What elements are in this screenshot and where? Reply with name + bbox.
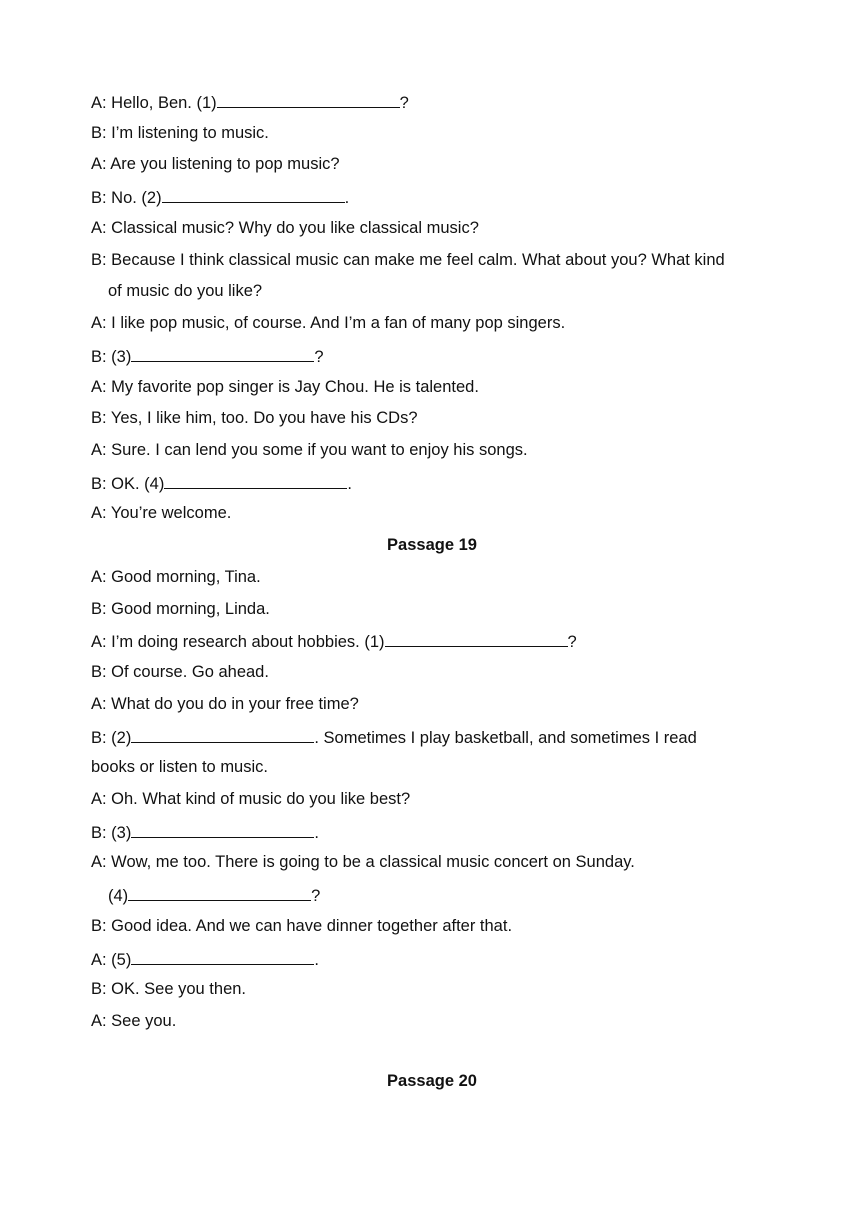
dialogue-line: A: You’re welcome. <box>91 504 232 522</box>
dialogue-line-continued: books or listen to music. <box>91 758 268 776</box>
dialogue-line: A: Wow, me too. There is going to be a classical music concert on Sunday. <box>91 853 635 871</box>
answer-blank[interactable] <box>385 630 568 647</box>
dialogue-line: A: (5) . <box>91 948 781 970</box>
dialogue-line: A: I like pop music, of course. And I’m a fan of many pop singers. <box>91 314 566 332</box>
dialogue-line: B: OK. (4) . <box>91 472 781 494</box>
dialogue-line: B: Good morning, Linda. <box>91 600 270 618</box>
passage-19-title: Passage 19 <box>387 536 477 554</box>
dialogue-line-continued: of music do you like? <box>108 282 263 300</box>
dialogue-line: B: No. (2) . <box>91 186 781 208</box>
answer-blank[interactable] <box>128 884 311 901</box>
answer-blank[interactable] <box>131 948 314 965</box>
dialogue-line: A: Oh. What kind of music do you like best? <box>91 790 411 808</box>
passage-20-title: Passage 20 <box>387 1072 477 1090</box>
answer-blank[interactable] <box>164 472 347 489</box>
dialogue-line: A: Are you listening to pop music? <box>91 155 340 173</box>
dialogue-line: B: Of course. Go ahead. <box>91 663 269 681</box>
dialogue-line: A: I’m doing research about hobbies. (1) ? <box>91 630 781 652</box>
dialogue-line: B: I’m listening to music. <box>91 124 269 142</box>
answer-blank[interactable] <box>131 726 314 743</box>
dialogue-line: A: Hello, Ben. (1) ? <box>91 91 781 113</box>
dialogue-line: A: Sure. I can lend you some if you want to enjoy his songs. <box>91 441 528 459</box>
answer-blank[interactable] <box>131 345 314 362</box>
answer-blank[interactable] <box>131 821 314 838</box>
dialogue-line: A: What do you do in your free time? <box>91 695 359 713</box>
dialogue-line: B: (3) . <box>91 821 781 843</box>
dialogue-line: B: (3) ? <box>91 345 781 367</box>
dialogue-line: B: Yes, I like him, too. Do you have his CDs? <box>91 409 418 427</box>
dialogue-line: A: See you. <box>91 1012 177 1030</box>
answer-blank[interactable] <box>162 186 345 203</box>
dialogue-line: B: OK. See you then. <box>91 980 247 998</box>
dialogue-line: B: (2) . Sometimes I play basketball, and sometimes I read <box>91 726 781 748</box>
dialogue-line: A: My favorite pop singer is Jay Chou. He is talented. <box>91 378 479 396</box>
dialogue-line: B: Good idea. And we can have dinner together after that. <box>91 917 513 935</box>
answer-blank[interactable] <box>217 91 400 108</box>
dialogue-line: A: Good morning, Tina. <box>91 568 261 586</box>
dialogue-line: A: Classical music? Why do you like classical music? <box>91 219 479 237</box>
dialogue-line-continued: (4) ? <box>108 884 798 906</box>
dialogue-line: B: Because I think classical music can make me feel calm. What about you? What kind <box>91 251 725 269</box>
